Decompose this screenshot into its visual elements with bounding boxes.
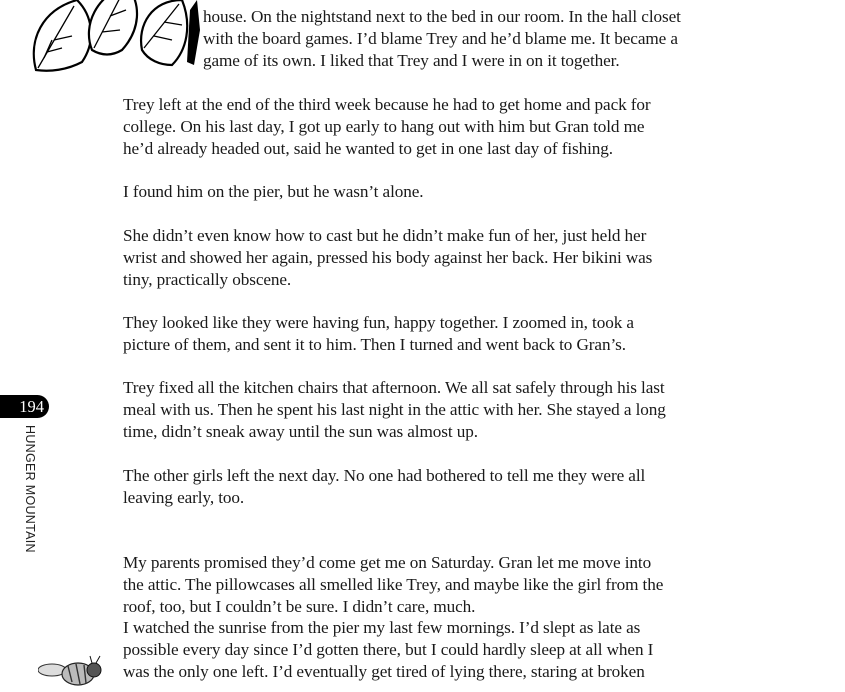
text-line: wrist and showed her again, pressed his body against her back. Her bikini was bbox=[123, 248, 653, 267]
text-line: college. On his last day, I got up early to hang out with him but Gran told me bbox=[123, 117, 645, 136]
text-line: Trey left at the end of the third week because he had to get home and pack for bbox=[123, 95, 651, 114]
text-line: leaving early, too. bbox=[123, 488, 245, 507]
page-number: 194 bbox=[19, 397, 44, 416]
leaf-illustration-icon bbox=[22, 0, 202, 75]
text-line: I found him on the pier, but he wasn’t alone. bbox=[123, 182, 424, 201]
text-line: roof, too, but I couldn’t be sure. I didn’t care, much. bbox=[123, 597, 476, 616]
text-line: he’d already headed out, said he wanted to get in one last day of fishing. bbox=[123, 139, 613, 158]
text-line: She didn’t even know how to cast but he didn’t make fun of her, just held her bbox=[123, 226, 647, 245]
text-line: picture of them, and sent it to him. Then I turned and went back to Gran’s. bbox=[123, 335, 626, 354]
text-line: meal with us. Then he spent his last night in the attic with her. She stayed a long bbox=[123, 400, 666, 419]
text-line: house. On the nightstand next to the bed in our room. In the hall closet bbox=[203, 7, 681, 26]
text-line: The other girls left the next day. No one had bothered to tell me they were all bbox=[123, 466, 646, 485]
text-line: with the board games. I’d blame Trey and he’d blame me. It became a bbox=[203, 29, 678, 48]
text-line: game of its own. I liked that Trey and I were in on it together. bbox=[203, 51, 620, 70]
text-line: possible every day since I’d gotten there, but I could hardly sleep at all when I bbox=[123, 640, 654, 659]
text-line: was the only one left. I’d eventually get tired of lying there, staring at broken bbox=[123, 662, 645, 681]
text-line: They looked like they were having fun, happy together. I zoomed in, took a bbox=[123, 313, 634, 332]
text-line: My parents promised they’d come get me on Saturday. Gran let me move into bbox=[123, 553, 652, 572]
text-line: I watched the sunrise from the pier my last few mornings. I’d slept as late as bbox=[123, 618, 641, 637]
running-head: HUNGER MOUNTAIN bbox=[23, 425, 37, 553]
bee-illustration-icon bbox=[38, 652, 106, 692]
text-line: time, didn’t sneak away until the sun was almost up. bbox=[123, 422, 478, 441]
page-number-tab bbox=[0, 395, 49, 418]
text-line: tiny, practically obscene. bbox=[123, 270, 292, 289]
text-line: the attic. The pillowcases all smelled like Trey, and maybe like the girl from the bbox=[123, 575, 664, 594]
text-line: Trey fixed all the kitchen chairs that afternoon. We all sat safely through his last bbox=[123, 378, 665, 397]
